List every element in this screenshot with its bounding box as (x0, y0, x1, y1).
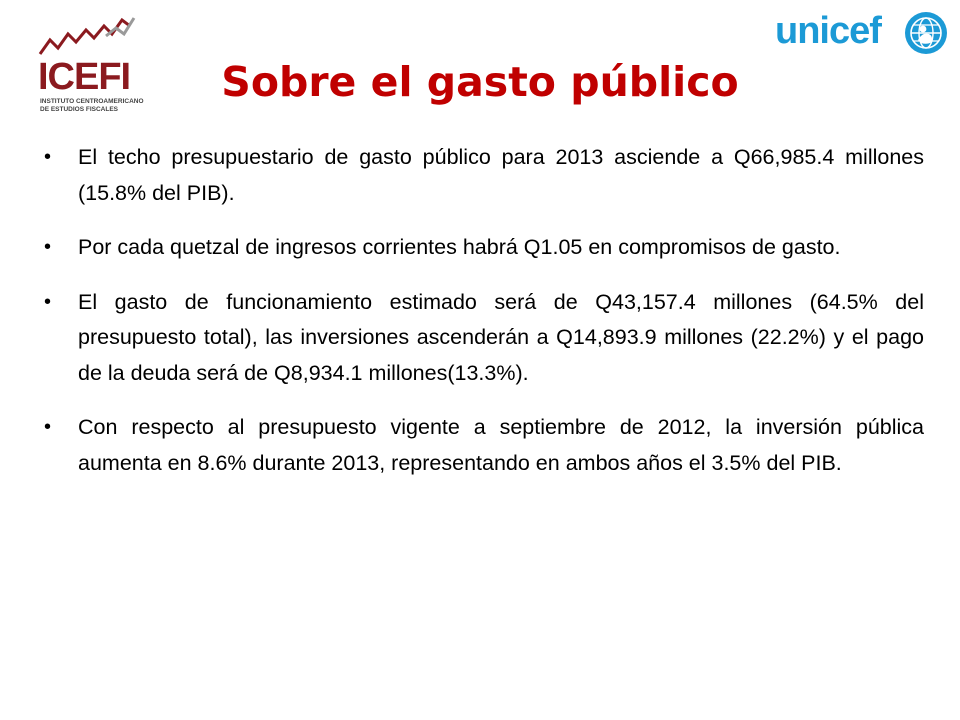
unicef-wordmark: unicef (775, 10, 881, 52)
bullet-text: Con respecto al presupuesto vigente a septiembre de 2012, la inversión pública aumenta en 8.6% durante 2013, representando en ambos años el 3.5% del PIB. (78, 415, 924, 475)
icefi-subtitle: INSTITUTO CENTROAMERICANO DE ESTUDIOS FISCALES (40, 98, 144, 113)
bullet-item-public-investment (44, 410, 924, 481)
unicef-emblem-icon (903, 10, 949, 56)
bullet-item-funding-ceiling (44, 140, 924, 211)
bullet-dot-icon: • (44, 236, 52, 258)
bullet-dot-icon: • (44, 146, 52, 168)
page-title: Sobre el gasto público (221, 58, 739, 106)
bullet-text: El gasto de funcionamiento estimado será de Q43,157.4 millones (64.5% del presupuesto total), las inversiones ascenderán a Q14,893.9 millones (22.2%) y el pago de la deuda será de Q8,934.1 millones(13.3%). (78, 289, 924, 385)
bullet-list (44, 140, 924, 500)
icefi-wordmark: ICEFI (38, 56, 131, 98)
bullet-item-spending-breakdown (44, 285, 924, 392)
bullet-dot-icon: • (44, 290, 52, 313)
bullet-item-spending-ratio (44, 230, 924, 266)
bullet-text: El techo presupuestario de gasto público para 2013 asciende a Q66,985.4 millones (15.8% del PIB). (78, 145, 924, 205)
bullet-dot-icon: • (44, 416, 52, 438)
bullet-text: Por cada quetzal de ingresos corrientes habrá Q1.05 en compromisos de gasto. (78, 235, 841, 259)
unicef-logo (775, 10, 955, 56)
